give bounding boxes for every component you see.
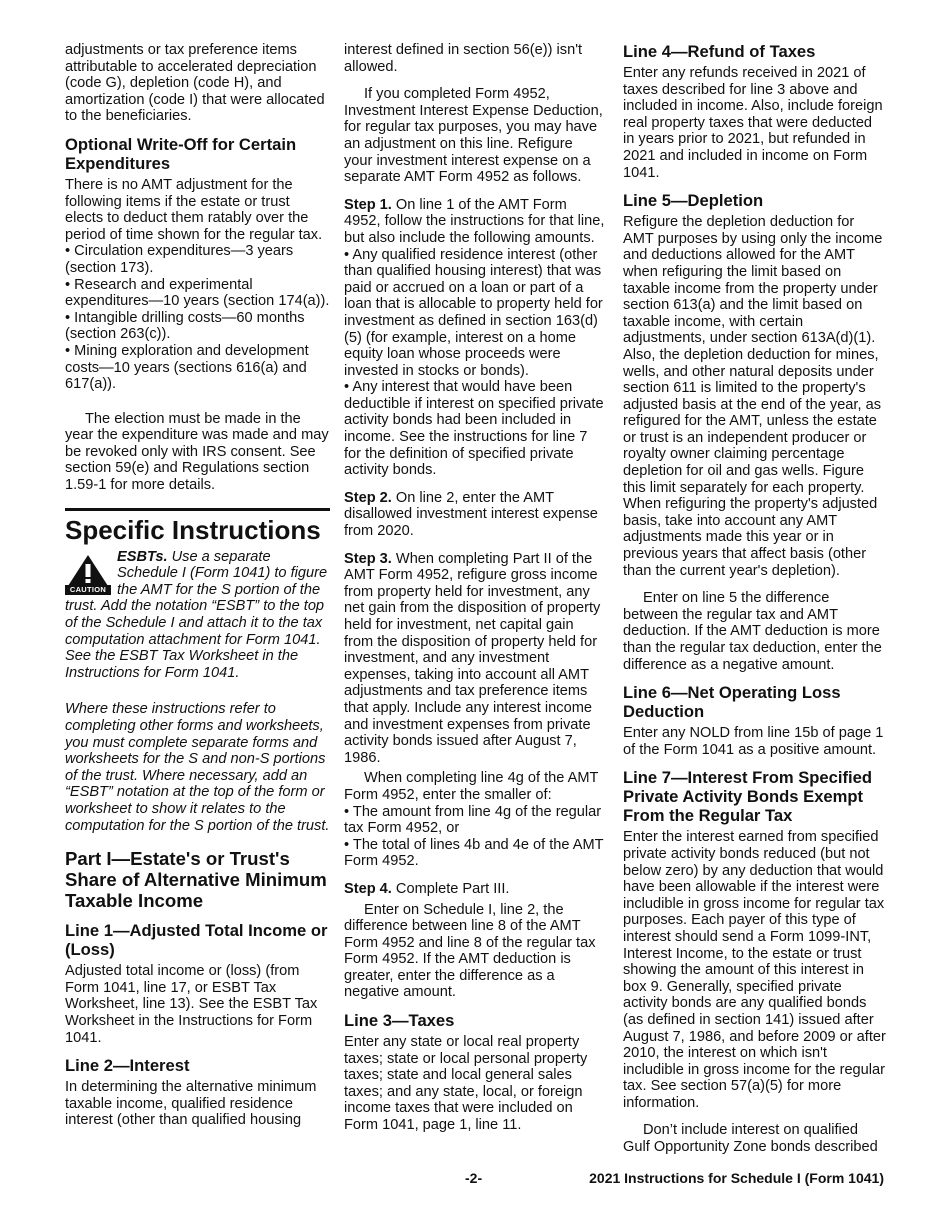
bullet-item: • The total of lines 4b and 4e of the AMT Form 4952. — [344, 836, 604, 870]
step-2 — [344, 490, 605, 540]
bullet-item: • Intangible drilling costs—60 months (section 263(c)). — [65, 309, 305, 343]
heading-line-4: Line 4—Refund of Taxes — [623, 42, 816, 61]
column-right — [623, 42, 887, 1156]
step-1-text: On line 1 of the AMT Form 4952, follow the instructions for that line, but also include the following amounts. — [344, 196, 605, 246]
line-6-paragraph: Enter any NOLD from line 15b of page 1 of the Form 1041 as a positive amount. — [623, 725, 884, 758]
step-3-label: Step 3. — [344, 550, 392, 567]
heading-line-6: Line 6—Net Operating Loss Deduction — [623, 683, 841, 722]
line-7-paragraph-2: Don’t include interest on qualified Gulf Opportunity Zone bonds described — [623, 1122, 878, 1156]
bullet-item: • Research and experimental expenditures—10 years (section 174(a)). — [65, 276, 330, 310]
step-3-text: When completing Part II of the AMT Form 4952, refigure gross income from property held for investment, any net gain from the disposition of property held for investment, net capital gain from the disposition of property held for investment, and any investment expenses, taking into account all AMT adjustments and tax preference items that apply. Include any interest income and investment expenses from private activity bonds issued after August 7, 1986. — [344, 550, 601, 766]
heading-line-1: Line 1—Adjusted Total Income or (Loss) — [65, 921, 328, 960]
heading-specific-instructions: Specific Instructions — [65, 508, 330, 545]
heading-optional-write-off: Optional Write-Off for Certain Expenditures — [65, 134, 297, 173]
step-2-label: Step 2. — [344, 489, 392, 506]
esbt-caution-block — [65, 549, 330, 835]
heading-line-3: Line 3—Taxes — [344, 1011, 455, 1031]
column-middle — [344, 42, 605, 1134]
footer-title: 2021 Instructions for Schedule I (Form 1041) — [589, 1170, 884, 1186]
intro-paragraph: adjustments or tax preference items attributable to accelerated depreciation (code G), depletion (code H), and amortization (code I) that were allocated to the beneficiaries. — [65, 42, 325, 125]
step-1 — [344, 197, 605, 247]
step-4-text: Complete Part III. — [391, 880, 510, 897]
heading-line-5: Line 5—Depletion — [623, 191, 764, 211]
bullet-item: • Circulation expenditures—3 years (section 173). — [65, 243, 294, 276]
line-5-paragraph-2: Enter on line 5 the difference between the regular tax and AMT deduction. If the AMT deduction is more than the regular tax deduction, enter the difference as a negative amount. — [623, 590, 882, 673]
line-7-paragraph: Enter the interest earned from specified private activity bonds reduced (but not below zero) by any deduction that would have been allowable if the interest were includible in gross income for regular tax purposes. Each payer of this type of interest should send a Form 1099-INT, Interest Income, to the estate or trust showing the amount of this interest in box 9. Generally, specified private activity bonds are any qualified bonds (as defined in section 141) issued after August 7, 1986, and before 2009 or after 2010, the interest on which isn't includible in gross income for the regular tax. See section 57(a)(5) for more information. — [623, 829, 886, 1111]
caution-icon — [65, 553, 111, 595]
esbt-label: ESBTs. — [117, 548, 168, 565]
optional-paragraph: There is no AMT adjustment for the following items if the estate or trust elects to deduct them ratably over the period of time shown for the regular tax. — [65, 176, 323, 243]
form-4952-paragraph: If you completed Form 4952, Investment Interest Expense Deduction, for regular tax purposes, you may have an adjustment on this line. Refigure your investment interest expense on a separate AMT Form 4952 as follows. — [344, 86, 603, 186]
step-1-label: Step 1. — [344, 196, 392, 213]
bullet-item: • Mining exploration and development costs—10 years (sections 616(a) and 617(a)). — [65, 342, 309, 393]
interest-cont-paragraph: interest defined in section 56(e)) isn't allowed. — [344, 42, 583, 75]
bullet-item: • The amount from line 4g of the regular tax Form 4952, or — [344, 803, 602, 837]
column-left — [65, 42, 330, 1129]
line-5-paragraph: Refigure the depletion deduction for AMT purposes by using only the income and deductions allowed for the AMT when refiguring the limit based on taxable income from the property under section 613(a) and the limit based on taxable income, with certain adjustments, under section 613A(d)(1). Also, the depletion deduction for mines, wells, and other natural deposits under section 611 is limited to the property's adjusted basis at the end of the year, as refigured for the AMT, unless the estate or trust is an independent producer or royalty owner claiming percentage depletion for oil and gas wells. Figure this limit separately for each property. When refiguring the property's adjusted basis, take into account any AMT adjustments made this year or in previous years that affect basis (other than the current year's depletion). — [623, 214, 883, 579]
line-1-paragraph: Adjusted total income or (loss) (from Form 1041, line 17, or ESBT Tax Worksheet, line 13). See the ESBT Tax Worksheet in the Instructions for Form 1041. — [65, 963, 318, 1046]
page-number: -2- — [465, 1170, 483, 1186]
step-2-text: On line 2, enter the AMT disallowed investment interest expense from 2020. — [344, 489, 598, 540]
step-4-label: Step 4. — [344, 880, 392, 897]
heading-line-7: Line 7—Interest From Specified Private Activity Bonds Exempt From the Regular Tax — [623, 768, 872, 826]
heading-part-1: Part I—Estate's or Trust's Share of Alternative Minimum Taxable Income — [65, 848, 327, 912]
line-4g-paragraph: When completing line 4g of the AMT Form 4952, enter the smaller of: — [344, 770, 599, 803]
line-3-paragraph: Enter any state or local real property taxes; state or local personal property taxes; state and local general sales taxes; and any state, local, or foreign income taxes that were included on Form 1041, page 1, line 11. — [344, 1034, 588, 1134]
esbt-text: Use a separate Schedule I (Form 1041) to figure the AMT for the S portion of the trust. Add the notation “ESBT” to the top of the Schedule I and attach it to the tax computation attachment for Form 1041. See the ESBT Tax Worksheet in the Instructions for Form 1041. — [65, 548, 328, 681]
step-4 — [344, 881, 605, 898]
line-2-paragraph: In determining the alternative minimum taxable income, qualified residence interest (other than qualified housing — [65, 1079, 317, 1129]
bullet-item: • Any interest that would have been deductible if interest on specified private activity bonds had been included in income. See the instructions for line 7 for the definition of specified private activity bonds. — [344, 379, 604, 479]
bullet-item: • Any qualified residence interest (other than qualified housing interest) that was paid or accrued on a loan or part of a loan that is allocable to property held for investment as defined in section 163(d)(5) (for example, interest on a home equity loan whose proceeds were invested in stocks or bonds). — [344, 246, 603, 379]
election-paragraph: The election must be made in the year the expenditure was made and may be revoked only with IRS consent. See section 59(e) and Regulations section 1.59-1 for more details. — [65, 410, 329, 494]
caution-label: CAUTION — [65, 585, 111, 595]
heading-line-2: Line 2—Interest — [65, 1056, 190, 1076]
line-4-paragraph: Enter any refunds received in 2021 of taxes described for line 3 above and included in income. Also, include foreign real property taxes that were deducted in years prior to 2021, but refunded in 2021 and included in income on Form 1041. — [623, 65, 883, 181]
enter-schedule-paragraph: Enter on Schedule I, line 2, the difference between line 8 of the AMT Form 4952 and line 8 of the regular tax Form 4952. If the AMT deduction is greater, enter the difference as a negative amount. — [344, 901, 596, 1001]
esbt-text-2: Where these instructions refer to completing other forms and worksheets, you must complete separate forms and worksheets for the S and non-S portions of the trust. Where necessary, add an “ESBT” notation at the top of the form or worksheet to show it relates to the computation for the S portion of the trust. — [65, 701, 330, 834]
step-3 — [344, 551, 605, 767]
